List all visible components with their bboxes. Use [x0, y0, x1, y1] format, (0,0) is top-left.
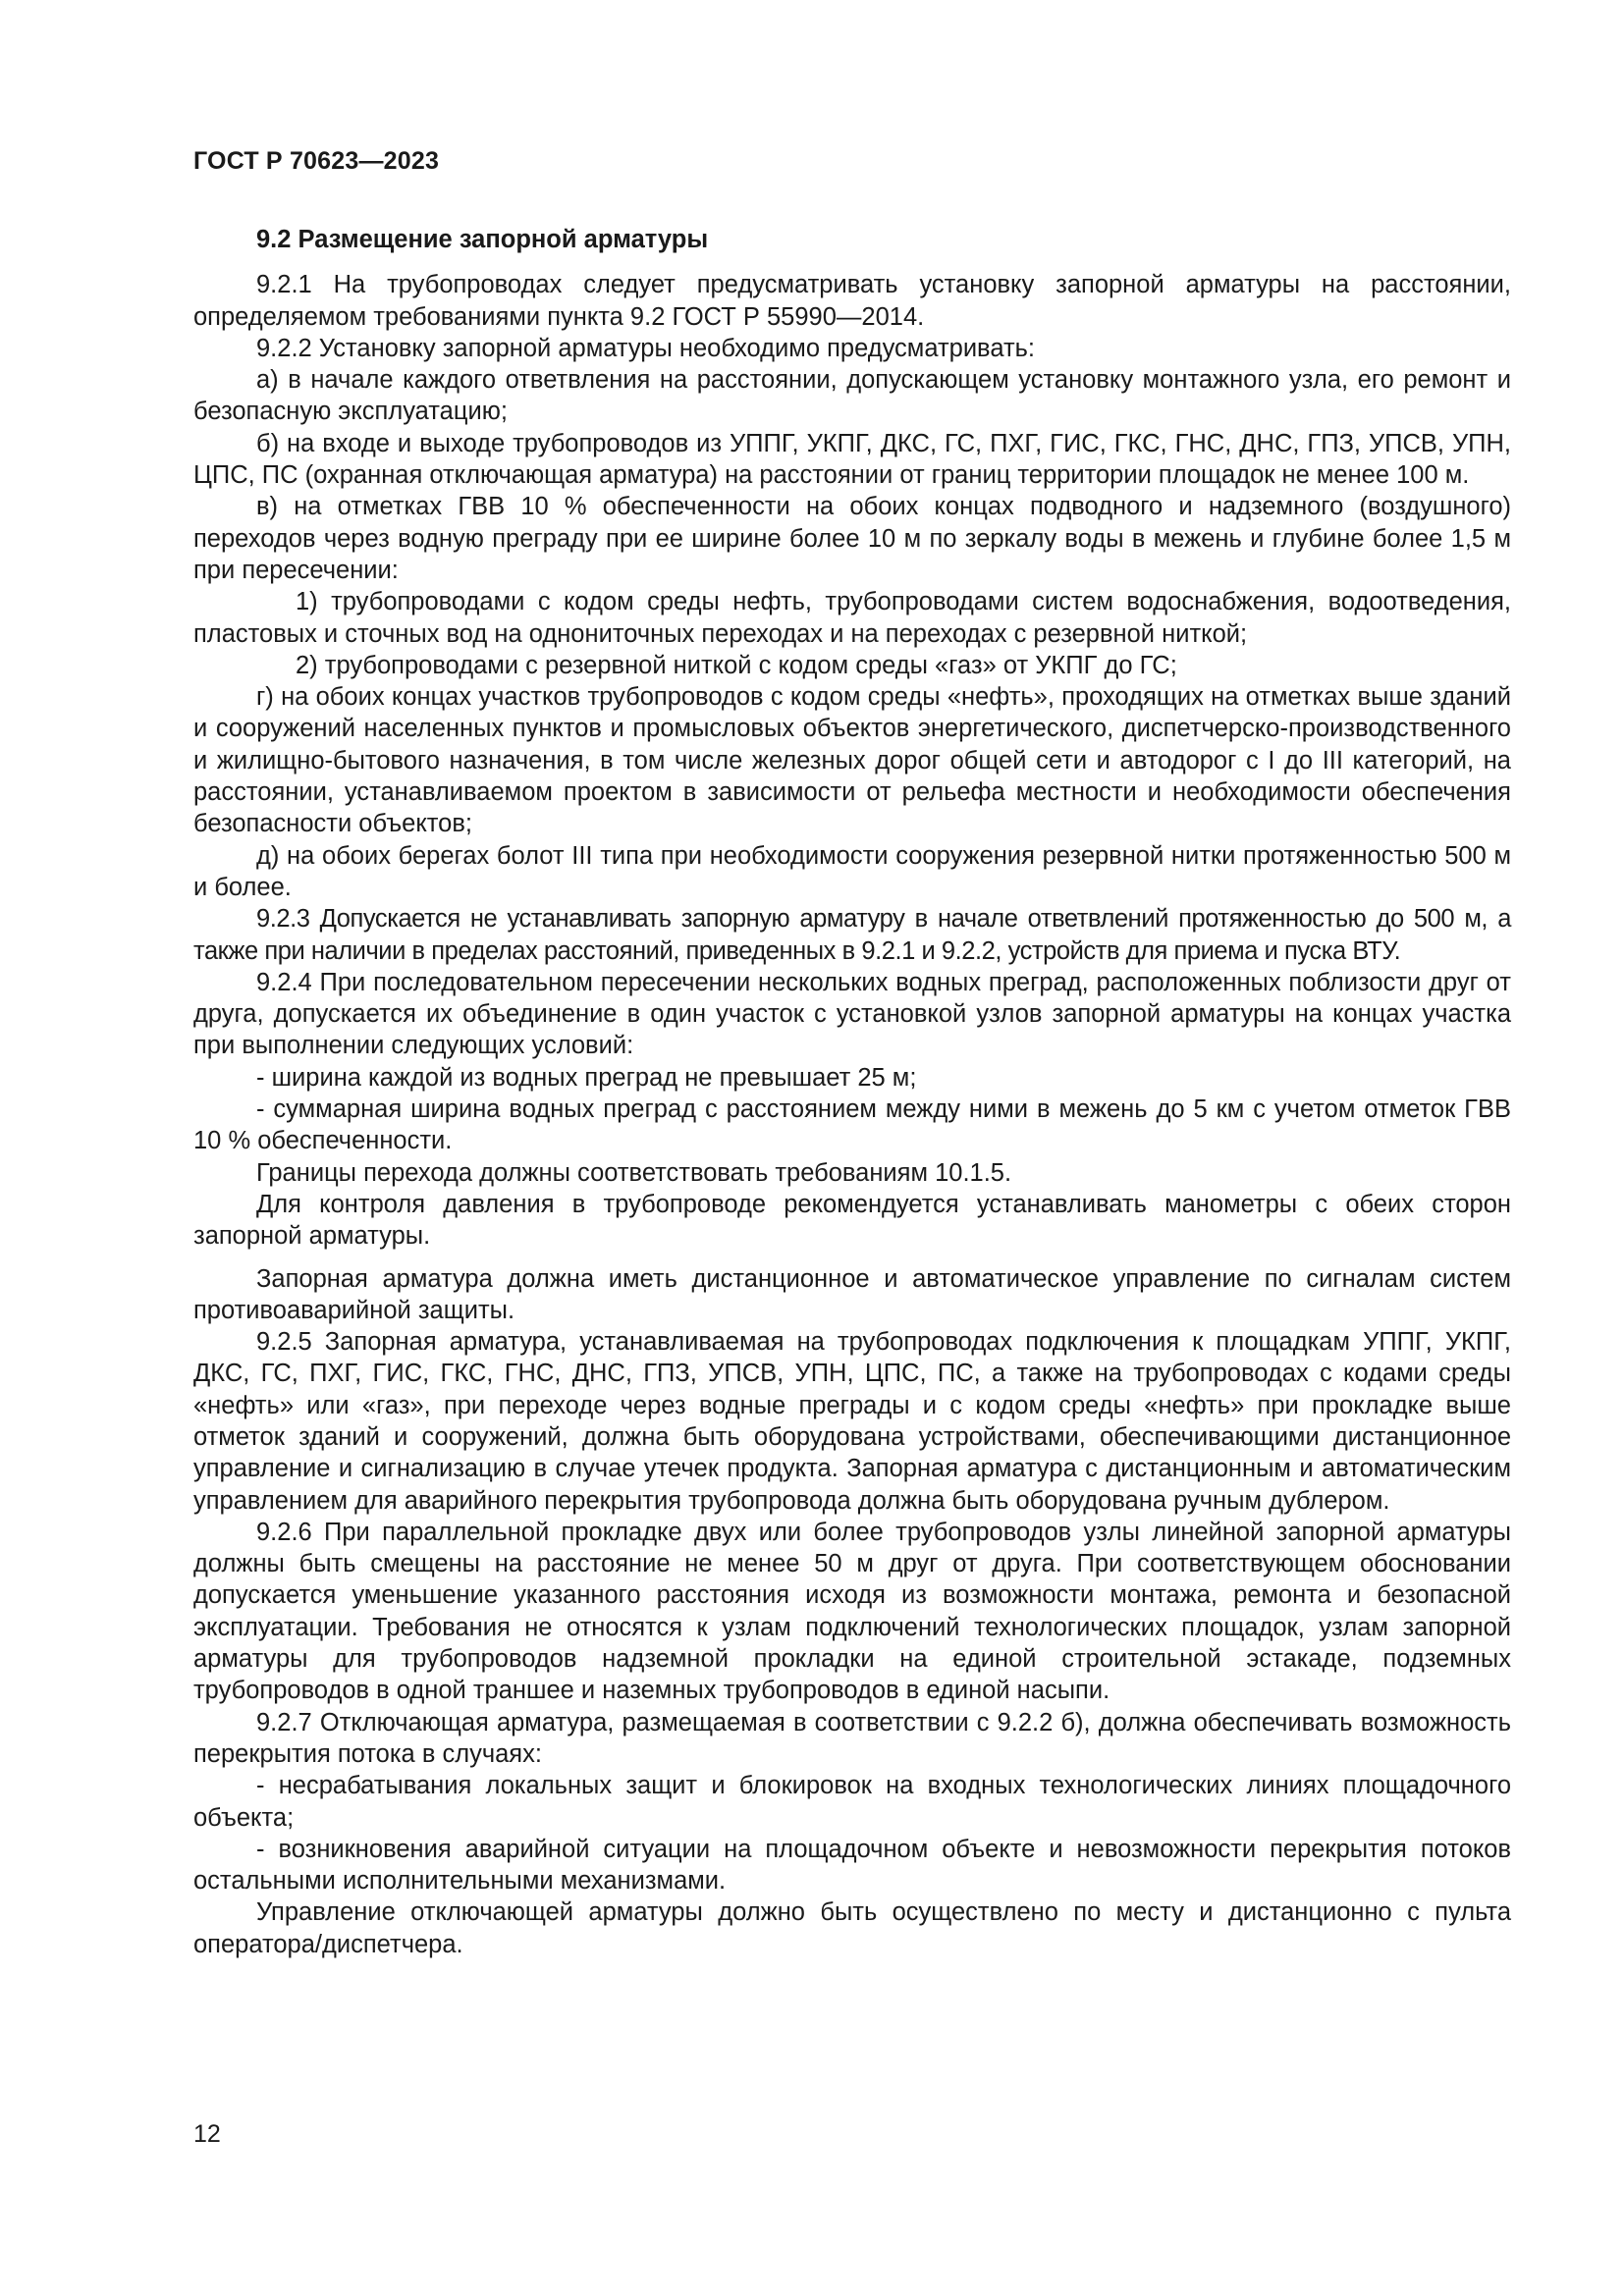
list-item-g: г) на обоих концах участков трубопроводов с кодом среды «нефть», проходящих на отметках выше зданий и сооружений населенных пунктов и промысловых объектов энергетического, диспетчерско-производственного и жилищно-бытового назначения, в том числе железных дорог общей сети и автодорог с I до III категорий, на расстоянии, устанавливаемом проектом в зависимости от рельефа местности и необходимости обеспечения безопасности объектов;: [193, 683, 1511, 838]
page-number: 12: [193, 2120, 221, 2148]
clause-9-2-6: 9.2.6 При параллельной прокладке двух или более трубопроводов узлы линейной запорной арматуры должны быть смещены на расстояние не менее 50 м друг от друга. При соответствующем обосновании допускается уменьшение указанного расстояния исходя из возможности монтажа, ремонта и безопасной эксплуатации. Требования не относятся к узлам подключений технологических площадок, узлам запорной арматуры для трубопроводов надземной прокладки на единой строительной эстакаде, подземных трубопроводов в одной траншее и наземных трубопроводов в единой насыпи.: [193, 1518, 1511, 1705]
clause-9-2-1: 9.2.1 На трубопроводах следует предусматривать установку запорной арматуры на расстоянии, определяемом требованиями пункта 9.2 ГОСТ Р 55990—2014.: [193, 271, 1511, 331]
clause-9-2-2: 9.2.2 Установку запорной арматуры необходимо предусматривать:: [256, 334, 1035, 362]
clause-9-2-4: 9.2.4 При последовательном пересечении нескольких водных преград, расположенных поблизости друг от друга, допускается их объединение в один участок с установкой узлов запорной арматуры на концах участка при выполнении следующих условий:: [193, 968, 1511, 1060]
condition-item: - суммарная ширина водных преград с расстоянием между ними в межень до 5 км с учетом отметок ГВВ 10 % обеспеченности.: [193, 1095, 1511, 1155]
body-paragraph: Границы перехода должны соответствовать требованиям 10.1.5.: [256, 1158, 1012, 1187]
section-title: 9.2 Размещение запорной арматуры: [256, 226, 709, 253]
condition-item: - ширина каждой из водных преград не превышает 25 м;: [256, 1063, 917, 1092]
sub-item-2: 2) трубопроводами с резервной ниткой с кодом среды «газ» от УКПГ до ГС;: [296, 651, 1177, 679]
standard-designation: ГОСТ Р 70623—2023: [193, 147, 440, 175]
clause-9-2-5: 9.2.5 Запорная арматура, устанавливаемая на трубопроводах подключения к площадкам УППГ, УКПГ, ДКС, ГС, ПХГ, ГИС, ГКС, ГНС, ДНС, ГПЗ, УПСВ, УПН, ЦПС, ПС, а также на трубопроводах с кодами среды «нефть» или «газ», при переходе через водные преграды и с кодом среды «нефть» при прокладке выше отметок зданий и сооружений, должна быть оборудована устройствами, обеспечивающими дистанционное управление и сигнализацию в случае утечек продукта. Запорная арматура с дистанционным и автоматическим управлением для аварийного перекрытия трубопровода должна быть оборудована ручным дублером.: [193, 1328, 1511, 1515]
sub-item-1: 1) трубопроводами с кодом среды нефть, трубопроводами систем водоснабжения, водоотведения, пластовых и сточных вод на однониточных переходах и на переходах с резервной ниткой;: [193, 588, 1511, 648]
list-item-v: в) на отметках ГВВ 10 % обеспеченности на обоих концах подводного и надземного (воздушного) переходов через водную преграду при ее ширине более 10 м по зеркалу воды в межень и глубине более 1,5 м при пересечении:: [193, 493, 1511, 584]
body-paragraph: Для контроля давления в трубопроводе рекомендуется устанавливать манометры с обеих сторон запорной арматуры.: [193, 1190, 1511, 1251]
clause-9-2-7: 9.2.7 Отключающая арматура, размещаемая в соответствии с 9.2.2 б), должна обеспечивать возможность перекрытия потока в случаях:: [193, 1708, 1511, 1768]
case-item: - возникновения аварийной ситуации на площадочном объекте и невозможности перекрытия потоков остальными исполнительными механизмами.: [193, 1835, 1511, 1896]
body-paragraph: Управление отключающей арматуры должно быть осуществлено по месту и дистанционно с пульта оператора/диспетчера.: [193, 1898, 1511, 1958]
list-item-b: б) на входе и выходе трубопроводов из УППГ, УКПГ, ДКС, ГС, ПХГ, ГИС, ГКС, ГНС, ДНС, ГПЗ, УПСВ, УПН, ЦПС, ПС (охранная отключающая арматура) на расстоянии от границ территории площадок не менее 100 м.: [193, 429, 1511, 490]
clause-9-2-3: 9.2.3 Допускается не устанавливать запорную арматуру в начале ответвлений протяженностью до 500 м, а также при наличии в пределах расстояний, приведенных в 9.2.1 и 9.2.2, устройств для приема и пуска ВТУ.: [193, 905, 1511, 965]
document-body: [193, 224, 1511, 1960]
list-item-d: д) на обоих берегах болот III типа при необходимости сооружения резервной нитки протяженностью 500 м и более.: [193, 841, 1511, 901]
body-paragraph: Запорная арматура должна иметь дистанционное и автоматическое управление по сигналам систем противоаварийной защиты.: [193, 1264, 1511, 1324]
list-item-a: а) в начале каждого ответвления на расстоянии, допускающем установку монтажного узла, его ремонт и безопасную эксплуатацию;: [193, 366, 1511, 426]
case-item: - несрабатывания локальных защит и блокировок на входных технологических линиях площадочного объекта;: [193, 1772, 1511, 1832]
